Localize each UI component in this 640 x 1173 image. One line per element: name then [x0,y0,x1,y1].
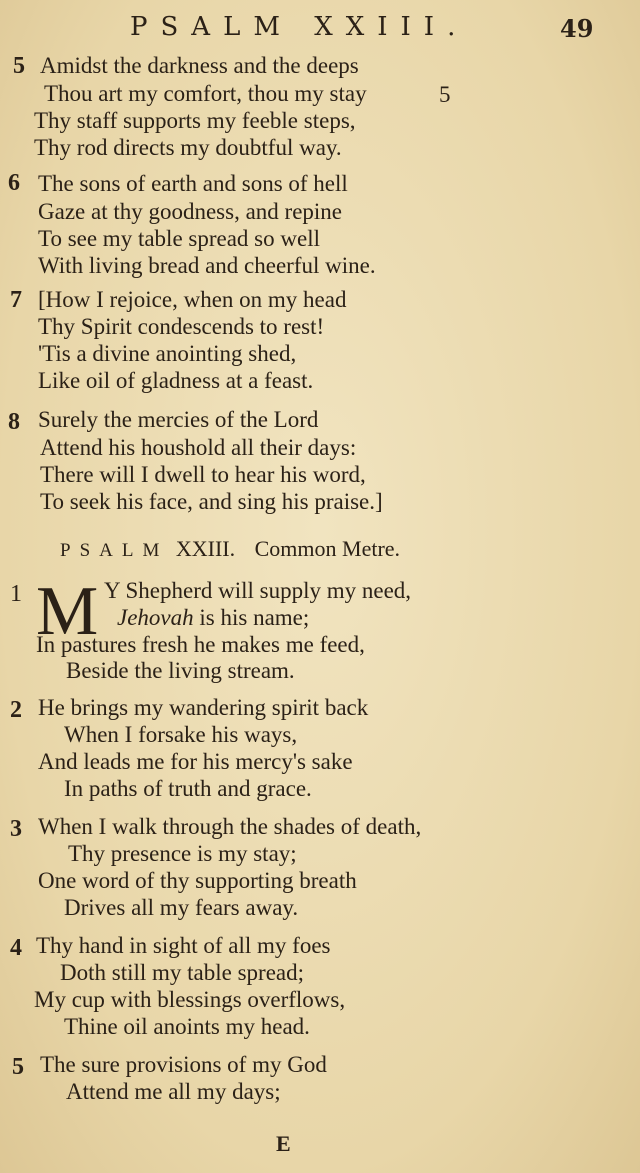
margin-marker: 5 [439,82,451,107]
verse-line: And leads me for his mercy's sake [38,749,353,774]
verse-line: Like oil of gladness at a feast. [38,368,314,393]
verse-line: Thy hand in sight of all my foes [36,933,331,958]
subheading-metre: Common Metre. [254,536,401,561]
verse-number: 8 [8,409,20,435]
verse-line: One word of thy supporting breath [38,868,357,893]
verse-line: Gaze at thy goodness, and repine [38,199,343,224]
verse-line: Thy staff supports my feeble steps, [34,108,356,133]
verse-number: 1 [10,581,22,607]
verse-line: Thine oil anoints my head. [64,1014,310,1039]
verse-line: To seek his face, and sing his praise.] [40,489,383,514]
verse-line: The sure provisions of my God [40,1052,327,1077]
verse-number: 5 [12,1054,24,1080]
verse-number: 4 [10,935,22,961]
verse-line: In paths of truth and grace. [64,776,312,801]
psalm-subheading [60,536,400,562]
verse-line: Thy presence is my stay; [68,841,297,866]
verse-number: 7 [10,287,22,313]
drop-cap: M [36,573,99,650]
verse-number: 2 [10,697,22,723]
verse-line: Beside the living stream. [66,658,295,683]
verse-line: When I walk through the shades of death, [38,814,422,839]
subheading-psalm: PSALM [60,540,169,561]
verse-line: In pastures fresh he makes me feed, [36,632,365,657]
verse-line: He brings my wandering spirit back [38,695,369,720]
verse-line: My cup with blessings overflows, [34,987,346,1012]
running-title: PSALM XXIII. [130,12,469,42]
verse-line: [How I rejoice, when on my head [38,287,347,312]
verse-line: When I forsake his ways, [64,722,298,747]
verse-line: To see my table spread so well [38,226,320,251]
verse-number: 3 [10,816,22,842]
verse-number: 5 [13,53,25,79]
verse-number: 6 [8,170,20,196]
subheading-roman: XXIII. [175,536,236,561]
verse-line: Amidst the darkness and the deeps [40,53,359,78]
verse-line: There will I dwell to hear his word, [40,462,366,487]
verse-line: Attend his houshold all their days: [40,435,357,460]
verse-line: Surely the mercies of the Lord [38,407,319,432]
divine-name: Jehovah [117,605,194,630]
verse-line: Attend me all my days; [66,1079,281,1104]
verse-line: Thy Spirit condescends to rest! [38,314,325,339]
verse-line [117,604,309,631]
page-number: 49 [560,14,594,43]
verse-line: The sons of earth and sons of hell [38,171,348,196]
verse-line: With living bread and cheerful wine. [38,253,376,278]
verse-line: Thou art my comfort, thou my stay [44,81,367,106]
verse-line-rest: is his name; [193,605,310,630]
signature-mark: E [276,1131,291,1156]
verse-line: Doth still my table spread; [60,960,305,985]
verse-line: 'Tis a divine anointing shed, [38,341,297,366]
verse-line: Drives all my fears away. [64,895,299,920]
verse-line: Thy rod directs my doubtful way. [34,135,342,160]
verse-line: Y Shepherd will supply my need, [104,578,412,603]
page-header [0,8,640,42]
